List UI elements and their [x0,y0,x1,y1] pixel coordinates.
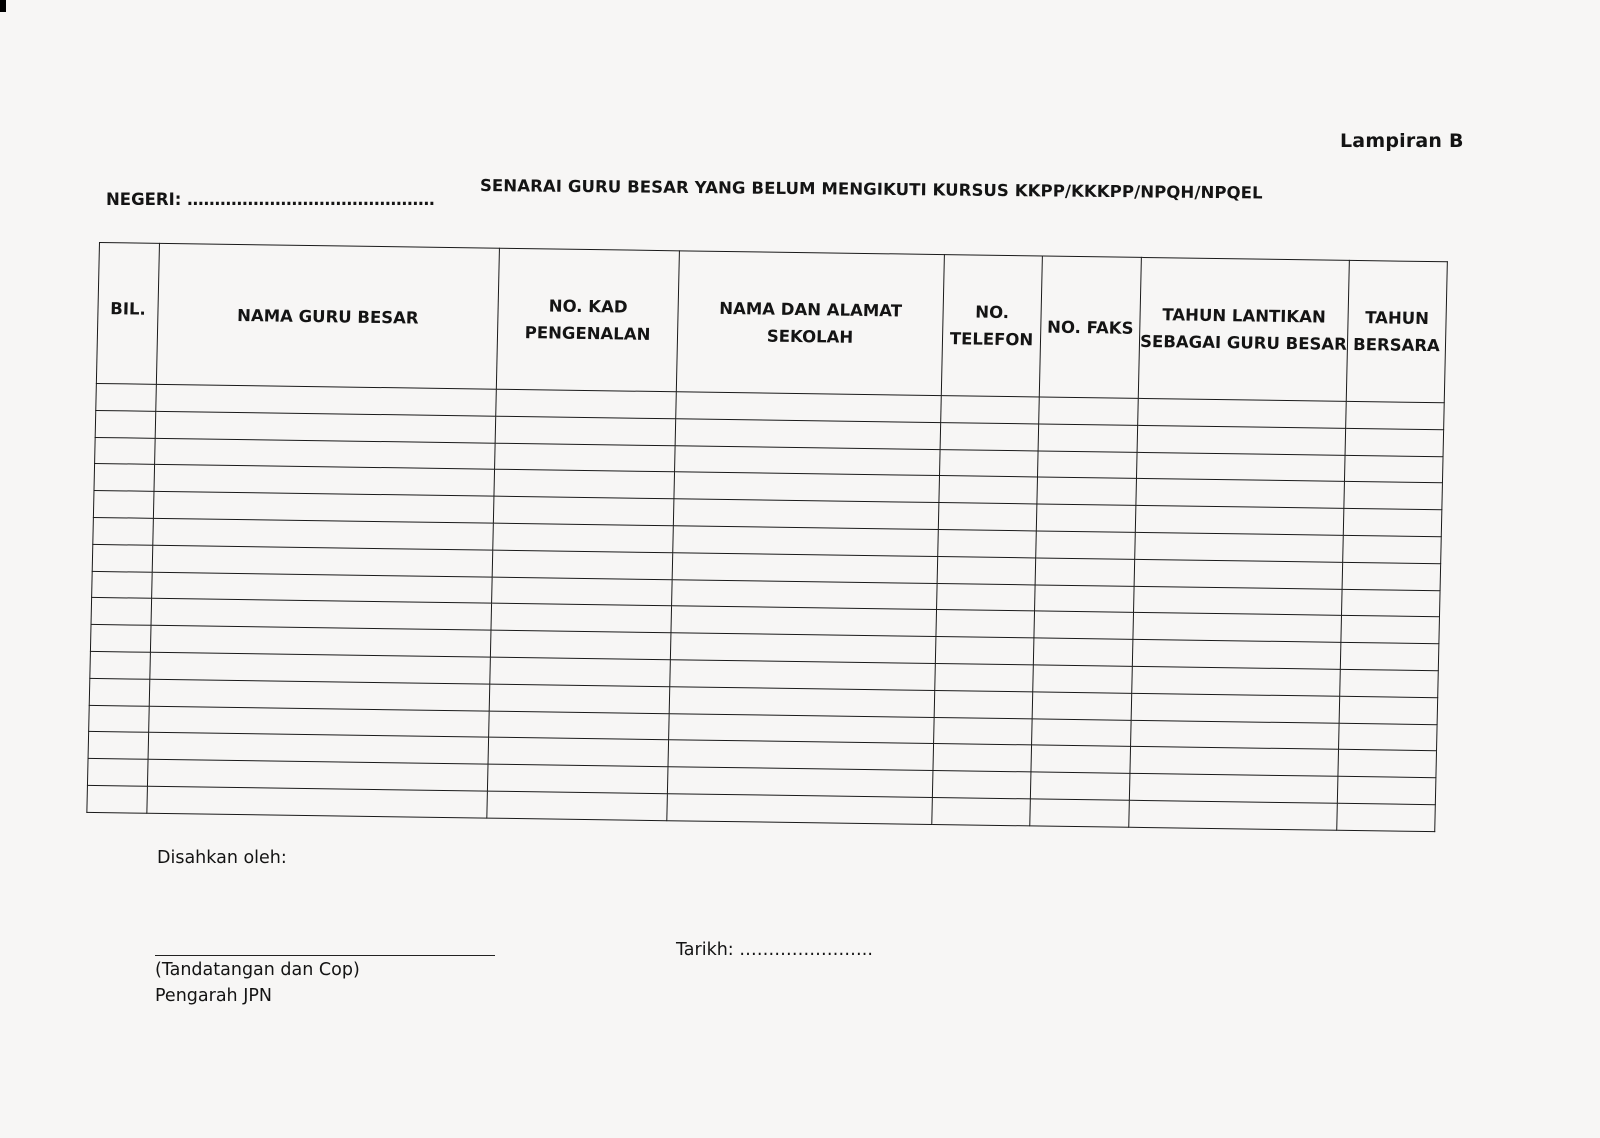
table-cell[interactable] [673,499,939,530]
table-cell[interactable] [89,705,150,733]
table-cell[interactable] [1340,642,1439,670]
table-cell[interactable] [1340,669,1439,697]
table-cell[interactable] [1130,747,1339,777]
scan-corner-mark [0,0,6,12]
table-cell[interactable] [1343,535,1442,563]
table-cell[interactable] [672,553,938,584]
table-cell[interactable] [936,610,1035,638]
table-cell[interactable] [1135,506,1344,536]
table-cell[interactable] [667,794,933,825]
table-cell[interactable] [1129,800,1338,830]
table-cell[interactable] [1037,451,1137,479]
table-cell[interactable] [1337,776,1436,804]
table-cell[interactable] [938,530,1037,558]
table-cell[interactable] [1135,532,1344,562]
table-cell[interactable] [490,630,671,659]
table-cell[interactable] [676,392,942,423]
table-cell[interactable] [934,690,1033,718]
table-cell[interactable] [1036,531,1136,559]
state-label: NEGERI: [106,190,182,209]
table-cell[interactable] [1134,559,1343,589]
column-header-no-telefon: NO. TELEFON [941,255,1042,397]
table-cell[interactable] [935,637,1034,665]
table-cell[interactable] [1341,589,1440,617]
table-header-row [96,243,1447,403]
table-cell[interactable] [1136,479,1345,509]
table-cell[interactable] [90,625,151,653]
table-cell[interactable] [939,449,1038,477]
table-cell[interactable] [487,764,668,793]
table-cell[interactable] [1133,613,1342,643]
table-cell[interactable] [1346,401,1445,429]
table-cell[interactable] [1035,558,1135,586]
table-cell[interactable] [1339,696,1438,724]
table-cell[interactable] [1132,666,1341,696]
approved-by-label: Disahkan oleh: [157,848,287,868]
table-cell[interactable] [93,517,154,545]
table-cell[interactable] [493,523,674,552]
column-header-no-faks: NO. FAKS [1039,256,1141,398]
table-cell[interactable] [92,544,153,572]
table-cell[interactable] [672,579,938,610]
table-cell[interactable] [494,470,675,499]
column-header-tahun-lantikan-sebagai-guru-besar: TAHUN LANTIKAN SEBAGAI GURU BESAR [1138,257,1349,401]
table-cell[interactable] [1030,772,1130,800]
column-header-nama-guru-besar: NAMA GURU BESAR [156,243,499,389]
table-cell[interactable] [495,443,676,472]
table-cell[interactable] [1134,586,1343,616]
column-header-bil: BIL. [96,243,159,385]
table-cell[interactable] [91,598,152,626]
table-cell[interactable] [675,419,941,450]
table-cell[interactable] [668,740,934,771]
signature-caption: (Tandatangan dan Cop) [155,960,360,980]
annex-label: Lampiran B [1340,130,1464,152]
table-cell[interactable] [96,383,157,411]
table-cell[interactable] [496,389,677,418]
table-cell[interactable] [1342,562,1441,590]
table-cell[interactable] [1039,397,1139,425]
table-cell[interactable] [90,651,151,679]
table-cell[interactable] [487,791,668,820]
table-cell[interactable] [495,416,676,445]
table-cell[interactable] [933,744,1032,772]
table-cell[interactable] [1337,803,1436,831]
column-header-nama-dan-alamat-sekolah: NAMA DAN ALAMAT SEKOLAH [676,251,944,396]
table-cell[interactable] [89,678,150,706]
table-body [87,383,1444,831]
table-cell[interactable] [1032,718,1132,746]
table-cell[interactable] [492,577,673,606]
table-cell[interactable] [95,437,156,465]
table-cell[interactable] [1338,750,1437,778]
table-cell[interactable] [147,786,488,818]
table-cell[interactable] [94,464,155,492]
table-cell[interactable] [492,550,673,579]
table-cell[interactable] [934,717,1033,745]
table-cell[interactable] [937,556,1036,584]
table-cell[interactable] [940,422,1039,450]
table-cell[interactable] [1131,720,1340,750]
table-cell[interactable] [941,396,1040,424]
table-cell[interactable] [1138,398,1347,428]
table-cell[interactable] [1137,425,1346,455]
headmaster-table-container [86,242,1448,832]
date-label: Tarikh: [676,940,734,960]
table-cell[interactable] [675,445,941,476]
state-value-blank[interactable]: ……………………………………… [187,190,435,209]
table-cell[interactable] [1035,585,1135,613]
table-cell[interactable] [92,571,153,599]
table-cell[interactable] [1345,428,1444,456]
table-cell[interactable] [490,657,671,686]
table-cell[interactable] [673,526,939,557]
table-cell[interactable] [670,660,936,691]
signature-line[interactable] [155,955,495,956]
table-cell[interactable] [1032,692,1132,720]
column-header-tahun-bersara: TAHUN BERSARA [1346,260,1447,402]
table-cell[interactable] [935,663,1034,691]
table-cell[interactable] [1136,452,1345,482]
table-cell[interactable] [88,732,149,760]
table-cell[interactable] [1031,745,1131,773]
table-cell[interactable] [493,496,674,525]
table-cell[interactable] [939,476,1038,504]
column-header-no-kad-pengenalan: NO. KAD PENGENALAN [496,248,679,392]
table-cell[interactable] [1129,773,1338,803]
table-cell[interactable] [1131,693,1340,723]
document-title: SENARAI GURU BESAR YANG BELUM MENGIKUTI KURSUS KKPP/KKKPP/NPQH/NPQEL [479,176,1263,203]
table-cell[interactable] [1341,616,1440,644]
table-cell[interactable] [1034,611,1134,639]
table-cell[interactable] [488,737,669,766]
table-cell[interactable] [1344,455,1443,483]
table-cell[interactable] [674,472,940,503]
table-cell[interactable] [1132,640,1341,670]
table-cell[interactable] [1030,799,1130,827]
table-cell[interactable] [937,583,1036,611]
date-value-blank[interactable]: ………………….. [739,940,873,960]
state-field [106,190,435,209]
table-cell[interactable] [87,759,148,787]
table-cell[interactable] [1033,638,1133,666]
table-cell[interactable] [669,713,935,744]
signatory-role: Pengarah JPN [155,986,272,1006]
table-cell[interactable] [489,684,670,713]
table-cell[interactable] [489,711,670,740]
table-cell[interactable] [1344,482,1443,510]
table-cell[interactable] [87,785,148,813]
table-cell[interactable] [1033,665,1133,693]
table-cell[interactable] [669,686,935,717]
table-cell[interactable] [93,491,154,519]
table-cell[interactable] [1038,424,1138,452]
table-cell[interactable] [1343,509,1442,537]
table-cell[interactable] [491,604,672,633]
table-cell[interactable] [938,503,1037,531]
table-cell[interactable] [95,410,156,438]
headmaster-table [86,242,1448,832]
table-cell[interactable] [671,606,937,637]
table-cell[interactable] [1036,504,1136,532]
table-cell[interactable] [1339,723,1438,751]
table-cell[interactable] [1037,477,1137,505]
table-cell[interactable] [670,633,936,664]
table-cell[interactable] [932,771,1031,799]
table-cell[interactable] [932,797,1031,825]
date-field [676,940,873,960]
table-cell[interactable] [667,767,933,798]
